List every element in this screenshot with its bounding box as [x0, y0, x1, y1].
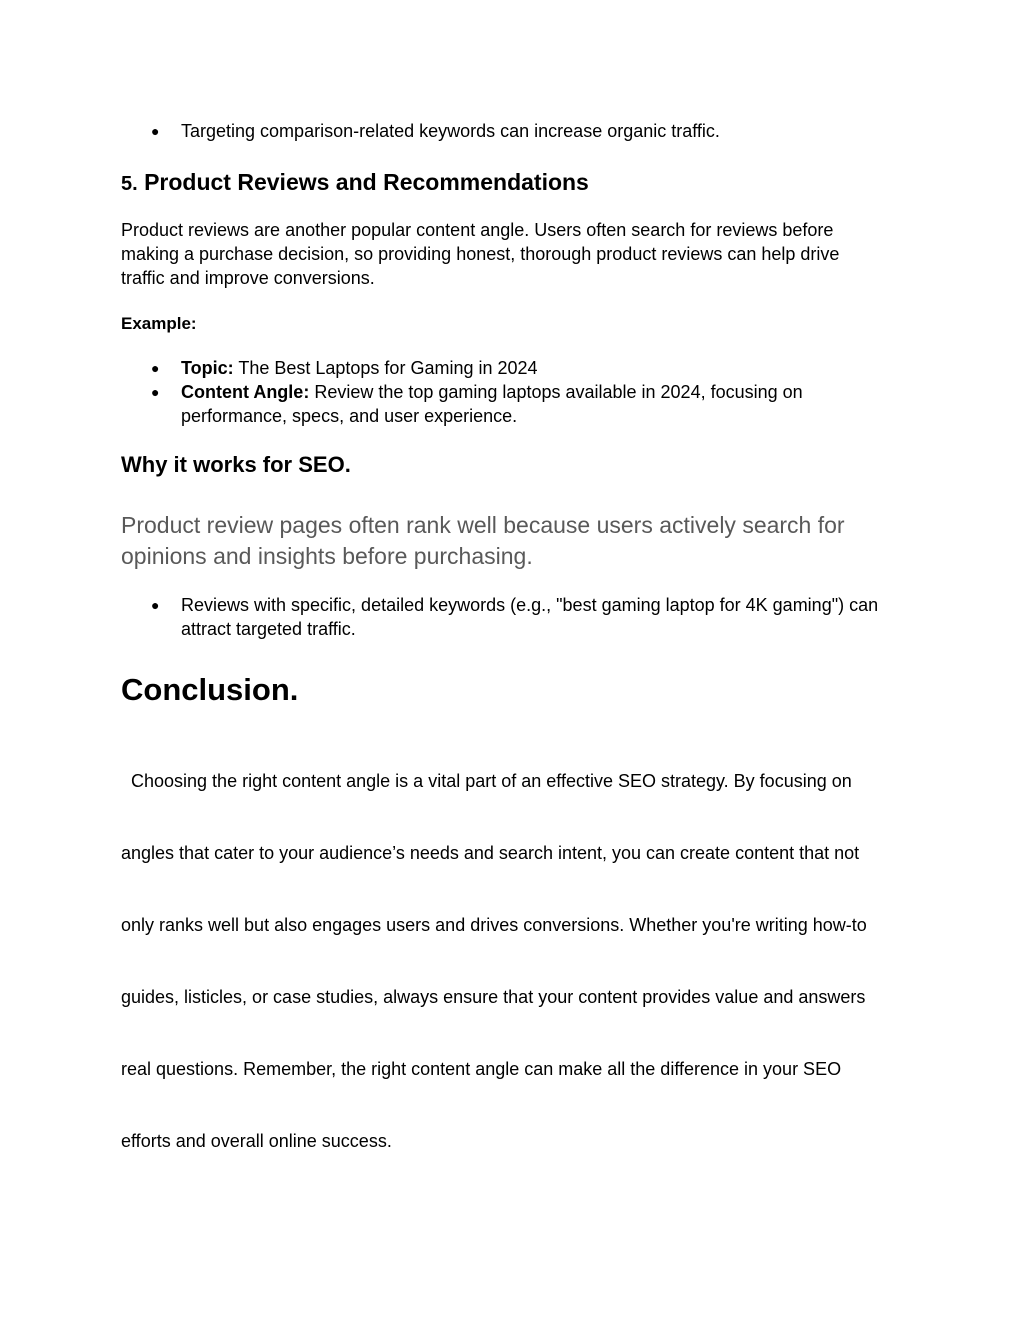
subtitle-line: Product review pages often rank well because users actively search for	[121, 512, 845, 538]
paragraph-line: real questions. Remember, the right content angle can make all the difference in your SEO	[121, 1059, 842, 1079]
paragraph-line: only ranks well but also engages users and drives conversions. Whether you're writing how-to	[121, 915, 867, 935]
paragraph-line: efforts and overall online success.	[121, 1131, 392, 1151]
paragraph-line: angles that cater to your audience’s needs and search intent, you can create content that not	[121, 843, 860, 863]
paragraph-line: traffic and improve conversions.	[121, 268, 375, 288]
bullet-dot: ●	[151, 384, 160, 400]
example-label: Example:	[121, 314, 197, 333]
bullet-dot: ●	[151, 597, 160, 613]
paragraph-line: Product reviews are another popular content angle. Users often search for reviews before	[121, 220, 834, 240]
why-heading: Why it works for SEO.	[121, 452, 351, 477]
intro-paragraph	[121, 218, 911, 290]
section-heading	[121, 168, 911, 198]
list-item-text	[181, 380, 911, 428]
bullet-dot: ●	[151, 123, 160, 139]
item-value-continued: performance, specs, and user experience.	[181, 406, 518, 426]
item-value: The Best Laptops for Gaming in 2024	[238, 358, 538, 378]
subtitle-line: opinions and insights before purchasing.	[121, 543, 533, 569]
section-title: Product Reviews and Recommendations	[144, 169, 589, 195]
section-number: 5.	[121, 173, 138, 195]
conclusion-paragraph	[121, 721, 911, 1201]
why-subtitle	[121, 510, 911, 572]
paragraph-line: guides, listicles, or case studies, always ensure that your content provides value and answers	[121, 987, 866, 1007]
item-value: Review the top gaming laptops available in 2024, focusing on	[314, 382, 803, 402]
paragraph-line: making a purchase decision, so providing honest, thorough product reviews can help drive	[121, 244, 840, 264]
item-label: Content Angle:	[181, 382, 310, 402]
list-item-text: Reviews with specific, detailed keywords (e.g., "best gaming laptop for 4K gaming") can attract targeted traffic.	[181, 595, 879, 639]
item-label: Topic:	[181, 358, 234, 378]
paragraph-line: Choosing the right content angle is a vital part of an effective SEO strategy. By focusing on	[121, 771, 852, 791]
list-item-text	[181, 356, 911, 380]
list-item-text: Targeting comparison-related keywords can increase organic traffic.	[181, 121, 720, 141]
bullet-dot: ●	[151, 360, 160, 376]
conclusion-heading: Conclusion.	[121, 672, 299, 707]
